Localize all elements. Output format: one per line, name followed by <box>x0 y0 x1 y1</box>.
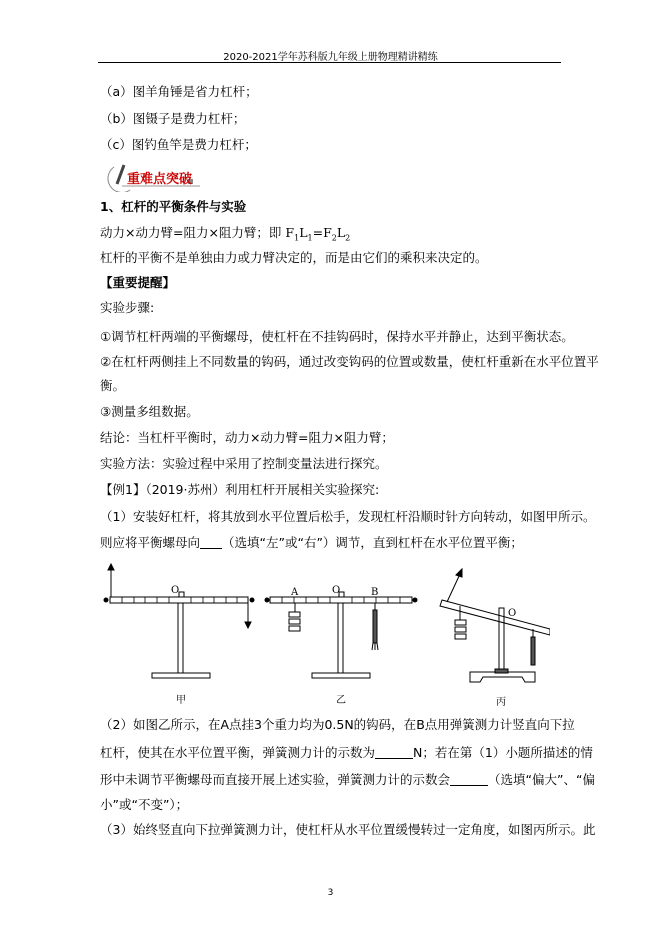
figure-bing <box>440 569 550 708</box>
example-title: 【例1】（2019·苏州）利用杠杆开展相关实验探究: <box>100 482 380 497</box>
text-line: 衡。 <box>100 378 126 393</box>
text-line: ①调节杠杆两端的平衡螺母，使杠杆在不挂钩码时，保持水平并静止，达到平衡状态。 <box>100 329 574 344</box>
section-banner <box>100 162 210 192</box>
formula-line <box>100 225 350 247</box>
question-3: （3）始终竖直向下拉弹簧测力计，使杠杆从水平位置缓慢转过一定角度，如图丙所示。此 <box>100 822 596 837</box>
lever-figures <box>90 555 550 715</box>
list-item: （c）图钓鱼竿是费力杠杆； <box>100 137 257 152</box>
text-line: ③测量多组数据。 <box>100 404 199 419</box>
text-line: 杠杆的平衡不是单独由力或力臂决定的，而是由它们的乘积来决定的。 <box>100 250 488 265</box>
header-divider <box>98 62 561 63</box>
section-title: 1、杠杆的平衡条件与实验 <box>100 199 247 214</box>
pivot-label: O <box>332 585 341 596</box>
answer-blank[interactable] <box>375 746 413 759</box>
answer-blank[interactable] <box>450 773 488 786</box>
answer-blank[interactable] <box>200 536 222 549</box>
figure-jia <box>104 564 254 706</box>
point-a-label: A <box>291 587 299 598</box>
pivot-label: O <box>508 608 517 619</box>
question-2-cont: 形中未调节平衡螺母而直接开展上述实验，弹簧测力计的示数会 （选填“偏大”、“偏 <box>100 772 595 787</box>
list-item: （a）图羊角锤是省力杠杆； <box>100 84 258 99</box>
text-line: 实验步骤: <box>100 300 155 315</box>
banner-title: 重难点突破 <box>127 172 193 187</box>
formula-text: 动力×动力臂=阻力×阻力臂；即 <box>100 225 286 240</box>
question-2-cont: 杠杆，使其在水平位置平衡，弹簧测力计的示数为 N；若在第（1）小题所描述的情 <box>100 745 593 760</box>
question-1: （1）安装好杠杆，将其放到水平位置后松手，发现杠杆沿顺时针方向转动，如图甲所示。 <box>100 509 596 524</box>
question-2-cont: 小”或“不变”）； <box>100 797 189 812</box>
text-line: 实验方法：实验过程中采用了控制变量法进行探究。 <box>100 456 388 471</box>
figure-label: 丙 <box>496 697 506 708</box>
point-b-label: B <box>371 587 379 598</box>
page-number: 3 <box>327 888 334 898</box>
text-line: 结论：当杠杆平衡时，动力×动力臂=阻力×阻力臂； <box>100 430 394 445</box>
figure-label: 甲 <box>176 695 186 706</box>
figure-label: 乙 <box>336 695 346 706</box>
question-1-cont: 则应将平衡螺母向 （选填“左”或“右”）调节，直到杠杆在水平位置平衡； <box>100 535 523 550</box>
pivot-label: O <box>171 585 180 596</box>
formula: $F_1L_1=F_2L_2$ <box>285 225 351 243</box>
text-line: ②在杠杆两侧挂上不同数量的钩码，通过改变钩码的位置或数量，使杠杆重新在水平位置平 <box>100 354 599 369</box>
reminder-heading: 【重要提醒】 <box>100 275 176 290</box>
question-2: （2）如图乙所示，在A点挂3个重力均为0.5N的钩码，在B点用弹簧测力计竖直向下拉 <box>100 717 575 732</box>
list-item: （b）图镊子是费力杠杆； <box>100 111 246 126</box>
page-header: 2020-2021学年苏科版九年级上册物理精讲精练 <box>223 52 438 63</box>
figure-yi <box>265 585 417 706</box>
